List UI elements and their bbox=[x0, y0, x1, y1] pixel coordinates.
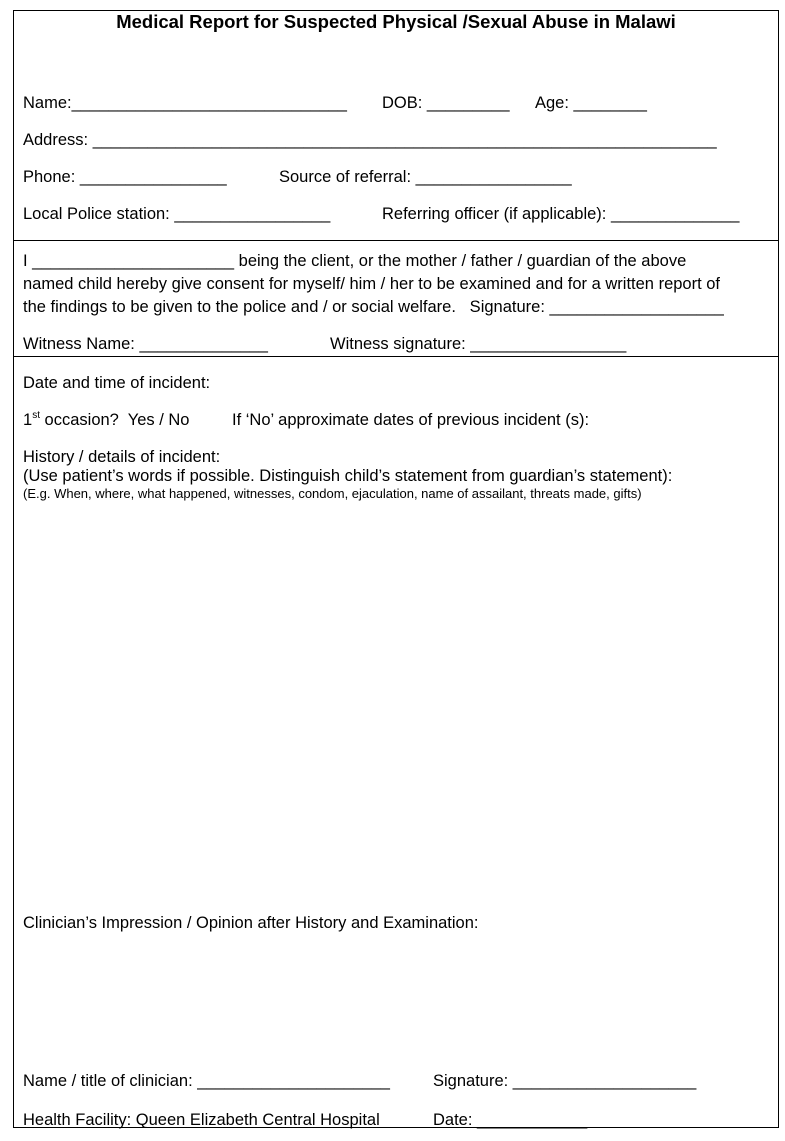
consent-statement-line-1[interactable]: I ______________________ being the client, or the mother / father / guardian of the above bbox=[23, 252, 687, 270]
history-instruction: (Use patient’s words if possible. Distinguish child’s statement from guardian’s statement): bbox=[23, 467, 673, 485]
referring-officer-field[interactable]: Referring officer (if applicable): ______________ bbox=[382, 205, 740, 223]
age-field[interactable]: Age: ________ bbox=[535, 94, 647, 112]
incident-date-time-label: Date and time of incident: bbox=[23, 374, 211, 392]
dob-field[interactable]: DOB: _________ bbox=[382, 94, 510, 112]
consent-statement-line-2: named child hereby give consent for myself/ him / her to be examined and for a written report of bbox=[23, 275, 721, 293]
clinician-signature-field[interactable]: Signature: ____________________ bbox=[433, 1072, 697, 1090]
witness-name-field[interactable]: Witness Name: ______________ bbox=[23, 335, 268, 353]
history-heading: History / details of incident: bbox=[23, 448, 221, 466]
phone-field[interactable]: Phone: ________________ bbox=[23, 168, 227, 186]
history-examples: (E.g. When, where, what happened, witnesses, condom, ejaculation, name of assailant, threats made, gifts) bbox=[23, 486, 642, 501]
form-title: Medical Report for Suspected Physical /Sexual Abuse in Malawi bbox=[116, 11, 676, 32]
clinician-impression-label: Clinician’s Impression / Opinion after History and Examination: bbox=[23, 914, 479, 932]
occasion-ordinal-suffix: st bbox=[32, 410, 40, 421]
date-field[interactable]: Date: ____________ bbox=[433, 1111, 588, 1129]
witness-signature-field[interactable]: Witness signature: _________________ bbox=[330, 335, 627, 353]
address-field[interactable]: Address: ____________________________________________________________________ bbox=[23, 131, 717, 149]
name-field[interactable]: Name:______________________________ bbox=[23, 94, 347, 112]
previous-incidents-label: If ‘No’ approximate dates of previous incident (s): bbox=[232, 411, 590, 429]
health-facility-field: Health Facility: Queen Elizabeth Central Hospital bbox=[23, 1111, 380, 1129]
clinician-name-field[interactable]: Name / title of clinician: _____________________ bbox=[23, 1072, 390, 1090]
consent-signature-line[interactable]: the findings to be given to the police and / or social welfare. Signature: ___________________ bbox=[23, 298, 724, 316]
police-station-field[interactable]: Local Police station: _________________ bbox=[23, 205, 331, 223]
first-occasion-question[interactable] bbox=[23, 410, 189, 430]
occasion-yes-no: occasion? Yes / No bbox=[39, 411, 190, 429]
source-of-referral-field[interactable]: Source of referral: _________________ bbox=[279, 168, 572, 186]
occasion-number: 1 bbox=[23, 411, 33, 429]
